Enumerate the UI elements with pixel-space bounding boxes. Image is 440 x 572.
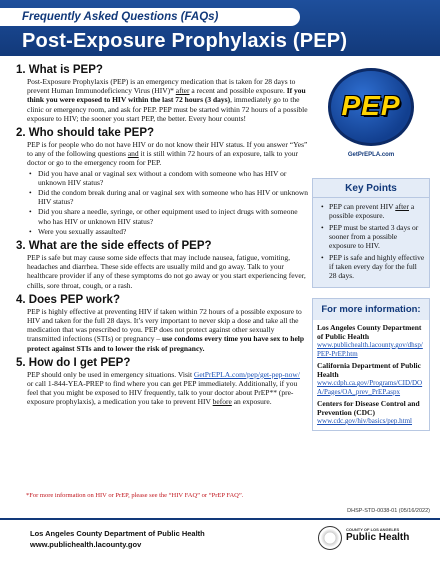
footer-divider — [0, 518, 440, 520]
list-item: • Did you share a needle, syringe, or other equipment used to inject drugs with someone who has HIV or unknown HIV status? — [38, 207, 308, 225]
section-4-text — [16, 307, 308, 353]
faq-label: Frequently Asked Questions (FAQs) — [0, 8, 300, 26]
pep-logo — [312, 60, 430, 168]
org-link[interactable]: www.cdph.ca.gov/Programs/CID/DOA/Pages/OA_prev_PrEP.aspx — [317, 379, 423, 396]
org-name: Los Angeles County Department of Public Health — [317, 323, 422, 341]
more-info-box — [312, 298, 430, 431]
s5-text-a: PEP should only be used in emergency situations. Visit — [27, 369, 194, 379]
section-2-text — [16, 140, 308, 168]
list-item — [329, 223, 425, 250]
public-health-logo — [346, 527, 432, 544]
kp-text: PEP can prevent HIV — [329, 202, 396, 211]
section-5-heading: 5. How do I get PEP? — [16, 356, 131, 369]
s4-text: PEP is highly effective at preventing HIV if taken within 72 hours of a possible exposure to HIV and taken for the full 28 days. It’s very important to never skip a dose and take all the medication that was prescribed to you. PEP does not protect against other sexually transmitted infections (STIs) or pregnancy – — [27, 306, 302, 344]
dept-url[interactable]: www.publichealth.lacounty.gov — [30, 540, 142, 549]
s1-bold: If you think you were exposed to HIV within the last 72 hours (3 days) — [27, 86, 306, 105]
s2-intro-a: PEP is for people who do not have HIV or do not know their HIV status. If you answer “Yes” to any of the following questions — [27, 140, 308, 159]
kp-text: PEP must be started 3 days or sooner from a possible exposure to HIV. — [329, 223, 419, 250]
pep-logo-url: GetPrEPLA.com — [347, 152, 395, 158]
footnote: *For more information on HIV or PrEP, please see the “HIV FAQ” or “PrEP FAQ”. — [26, 492, 244, 499]
kp-after: after — [395, 202, 409, 211]
org-link[interactable]: www.cdc.gov/hiv/basics/pep.html — [317, 417, 413, 425]
key-points-list — [313, 198, 429, 287]
getprepla-link[interactable]: GetPrEPLA.com/pep/get-pep-now/ — [193, 369, 300, 379]
kp-text: a possible exposure. — [329, 202, 415, 220]
section-3-heading: 3. What are the side effects of PEP? — [16, 240, 212, 253]
s1-text-b: a recent and possible exposure. — [189, 86, 287, 96]
section-3-text: PEP is safe but may cause some side effects that may include nausea, fatigue, vomiting, headaches and diarrhea. These side effects are usually mild and go away. Talk to your healthcare provider if any of these symptoms do not go away or you start experiencing fever, chills, sore throat, cough, or a rash. — [27, 253, 306, 290]
org-cdc — [313, 396, 429, 430]
org-name: Centers for Disease Control and Prevention (CDC) — [317, 399, 420, 417]
dept-name: Los Angeles County Department of Public Health — [30, 529, 205, 538]
org-cdph — [313, 358, 429, 396]
sidebar — [312, 60, 430, 431]
section-1-text — [16, 77, 308, 123]
list-item — [329, 253, 425, 280]
header-banner — [0, 0, 440, 56]
ph-logo-big: Public Health — [346, 532, 410, 543]
org-name: California Department of Public Health — [317, 361, 421, 379]
list-item: • Did you have anal or vaginal sex without a condom with someone who has HIV or unknown HIV status? — [38, 169, 308, 187]
footer-dept — [30, 528, 205, 550]
list-item: • Did the condom break during anal or vaginal sex with someone who has HIV or unknown HIV status? — [38, 188, 308, 206]
list-item: • Were you sexually assaulted? — [38, 227, 308, 236]
kp-text: PEP is safe and highly effective if taken every day for the full 28 days. — [329, 253, 425, 280]
org-lacdph — [313, 320, 429, 358]
key-points-box — [312, 178, 430, 288]
page-title: Post-Exposure Prophylaxis (PEP) — [22, 30, 348, 52]
document-number: DHSP-STD-0038-01 (05/16/2022) — [347, 508, 430, 514]
section-2-heading: 2. Who should take PEP? — [16, 127, 155, 140]
s2-intro-b: it is still within 72 hours of an exposure, talk to your doctor or go to the emergency room for PEP. — [27, 149, 299, 168]
list-item — [329, 202, 425, 220]
s5-text-b: or call 1-844-YEA-PREP to find where you can get PEP immediately. Additionally, if you feel that you might be exposed to HIV frequently, talk to your doctor about PrEP** (pre-exposure prophylaxis), a medication you take to prevent HIV — [27, 379, 298, 407]
ph-logo-small: COUNTY OF LOS ANGELES — [346, 527, 400, 532]
more-info-heading: For more information: — [313, 299, 429, 320]
county-seal-icon — [318, 526, 342, 550]
org-link[interactable]: www.publichealth.lacounty.gov/dhsp/PEP-PrEP.htm — [317, 341, 423, 358]
s2-and: and — [127, 149, 139, 159]
s1-text-c: , immediately go to the clinic or emergency room, and ask for PEP. PEP must be started within 72 hours of a possible exposure to HIV; the sooner you start PEP, the better. Every hour counts! — [27, 95, 308, 123]
section-2-list — [16, 169, 308, 236]
section-5-text — [16, 370, 308, 407]
s5-text-c: an exposure. — [231, 397, 272, 407]
s4-bold: use condoms every time you have sex to help protect against STIs and to lower the risk of pregnancy. — [27, 334, 305, 353]
s5-before: before — [212, 397, 232, 407]
section-4-heading: 4. Does PEP work? — [16, 293, 120, 306]
s1-after: after — [175, 86, 190, 96]
main-content — [16, 60, 308, 407]
key-points-heading: Key Points — [313, 179, 429, 198]
section-1-heading: 1. What is PEP? — [16, 64, 103, 76]
pep-logo-text: PEP — [341, 90, 401, 121]
s1-text-a: Post-Exposure Prophylaxis (PEP) is an emergency medication that is taken for 28 days to prevent Human Immunodeficiency Virus (HIV)* — [27, 77, 296, 96]
